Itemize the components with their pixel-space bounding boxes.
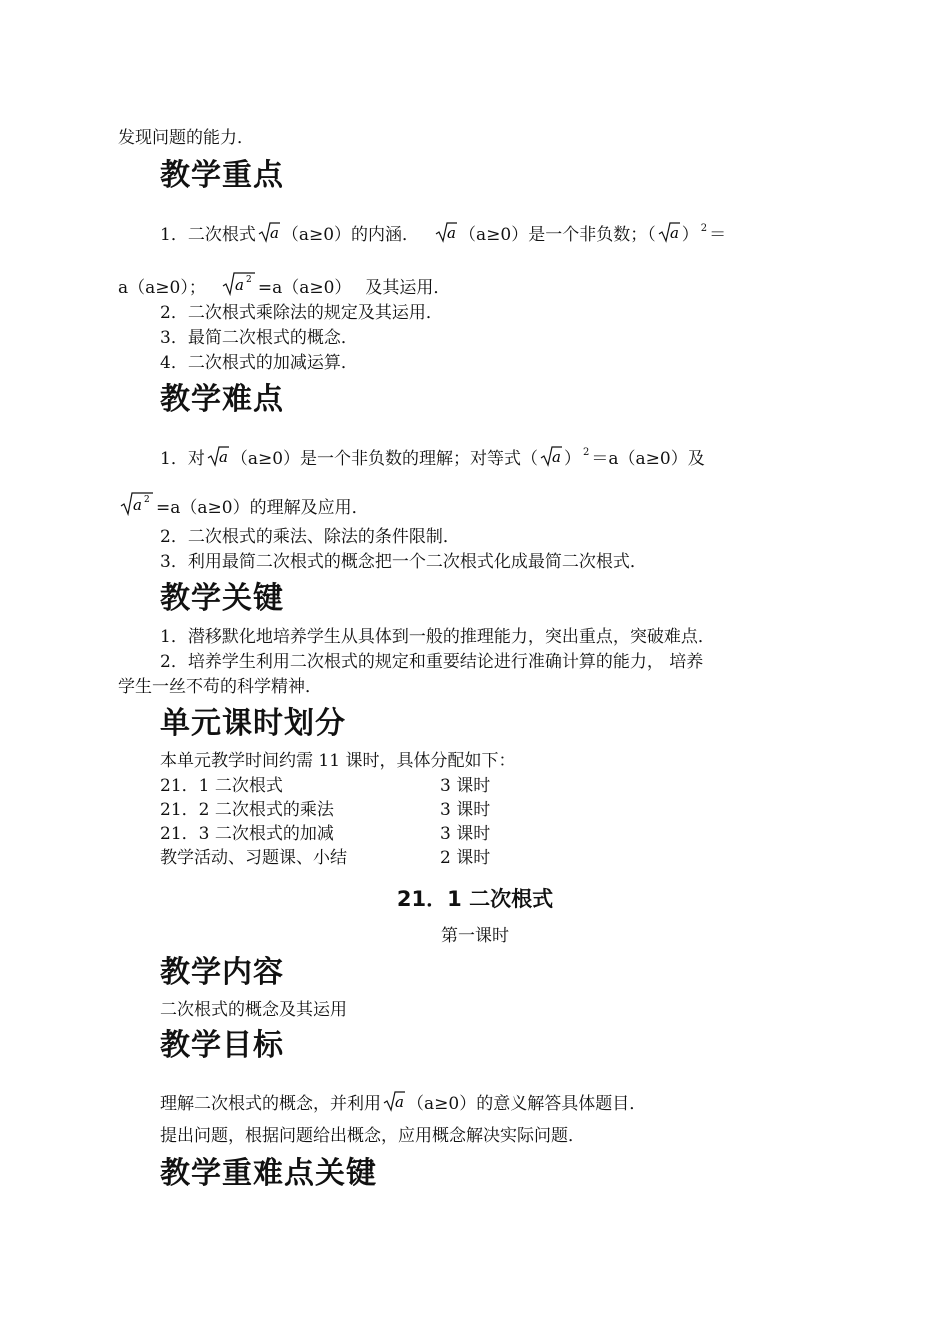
goal-1 — [160, 1090, 646, 1115]
schedule-intro: 本单元教学时间约需 11 课时，具体分配如下： — [160, 751, 516, 771]
text: （a≥0）是一个非负数的理解；对等式（ — [230, 449, 539, 469]
goal-2: 提出问题，根据问题给出概念，应用概念解决实际问题． — [160, 1126, 585, 1146]
text: 1．二次根式 — [160, 225, 256, 245]
section-title: 21．1 二次根式 — [396, 887, 554, 911]
radicand: a — [269, 224, 279, 242]
superscript: 2 — [144, 495, 150, 505]
sqrt-a-symbol — [258, 221, 280, 243]
schedule-item-hours: 2 课时 — [440, 848, 491, 868]
text: ） — [681, 225, 699, 245]
sqrt-a-symbol — [435, 221, 457, 243]
schedule-item-name: 教学活动、习题课、小结 — [160, 848, 347, 868]
key-2-line1: 2．培养学生利用二次根式的规定和重要结论进行准确计算的能力， 培养 — [160, 652, 704, 672]
text: （a≥0）的意义解答具体题目． — [407, 1094, 647, 1114]
key-point-1-line1 — [160, 218, 726, 246]
text: （a≥0）是一个非负数；（ — [459, 225, 656, 245]
superscript: 2 — [245, 275, 252, 285]
radicand: a — [552, 448, 561, 466]
text: =a（a≥0） — [257, 278, 352, 298]
difficulty-1-line2 — [118, 490, 369, 519]
difficulty-2: 2．二次根式的乘法、除法的条件限制． — [160, 527, 460, 547]
text: 及其运用． — [365, 278, 451, 298]
text: 理解二次根式的概念，并利用 — [160, 1094, 381, 1114]
heading-key-points: 教学重点 — [160, 158, 284, 193]
radicand: a — [218, 448, 228, 466]
text: =a（a≥0）的理解及应用． — [156, 498, 369, 518]
heading-goals: 教学目标 — [160, 1028, 284, 1063]
superscript: 2 — [583, 447, 590, 458]
intro-tail: 发现问题的能力． — [118, 128, 254, 148]
text: ） — [564, 449, 582, 469]
difficulty-3: 3．利用最简二次根式的概念把一个二次根式化成最简二次根式． — [160, 552, 647, 572]
text: a（a≥0）； — [118, 278, 206, 298]
heading-content: 教学内容 — [160, 955, 284, 990]
text: （a≥0）的内涵． — [281, 225, 420, 245]
heading-key-difficulty: 教学重难点关键 — [160, 1156, 377, 1191]
key-1: 1．潜移默化地培养学生从具体到一般的推理能力，突出重点，突破难点． — [160, 627, 715, 647]
sqrt-a-symbol — [383, 1090, 405, 1112]
key-point-3: 3．最简二次根式的概念． — [160, 328, 358, 348]
radicand: a — [234, 276, 244, 294]
schedule-item-name: 21．3 二次根式的加减 — [160, 824, 334, 844]
schedule-item-hours: 3 课时 — [440, 776, 491, 796]
schedule-item-name: 21．1 二次根式 — [160, 776, 283, 796]
sqrt-a-symbol — [207, 445, 229, 467]
text: ＝a（a≥0）及 — [591, 449, 705, 469]
sqrt-a-symbol — [658, 221, 680, 243]
heading-schedule: 单元课时划分 — [160, 706, 346, 741]
key-2-line2: 学生一丝不苟的科学精神． — [118, 677, 322, 697]
superscript: 2 — [700, 223, 708, 234]
key-point-2: 2．二次根式乘除法的规定及其运用． — [160, 303, 443, 323]
schedule-item-hours: 3 课时 — [440, 824, 491, 844]
radicand: a — [395, 1093, 404, 1111]
sqrt-a-squared-symbol — [120, 490, 154, 516]
radicand: a — [133, 496, 142, 514]
radicand: a — [447, 224, 456, 242]
schedule-item-name: 21．2 二次根式的乘法 — [160, 800, 334, 820]
radicand: a — [669, 224, 679, 242]
sqrt-a-squared-symbol — [222, 270, 256, 296]
schedule-item-hours: 3 课时 — [440, 800, 491, 820]
key-point-4: 4．二次根式的加减运算． — [160, 353, 358, 373]
heading-difficulties: 教学难点 — [160, 382, 284, 417]
sqrt-a-symbol — [540, 445, 562, 467]
difficulty-1-line1 — [160, 442, 705, 470]
text: ＝ — [709, 225, 727, 245]
heading-keys: 教学关键 — [160, 581, 284, 616]
section-subtitle: 第一课时 — [441, 926, 509, 946]
key-point-1-line2 — [118, 270, 450, 299]
text: 1．对 — [160, 449, 205, 469]
content-text: 二次根式的概念及其运用 — [160, 1000, 347, 1020]
